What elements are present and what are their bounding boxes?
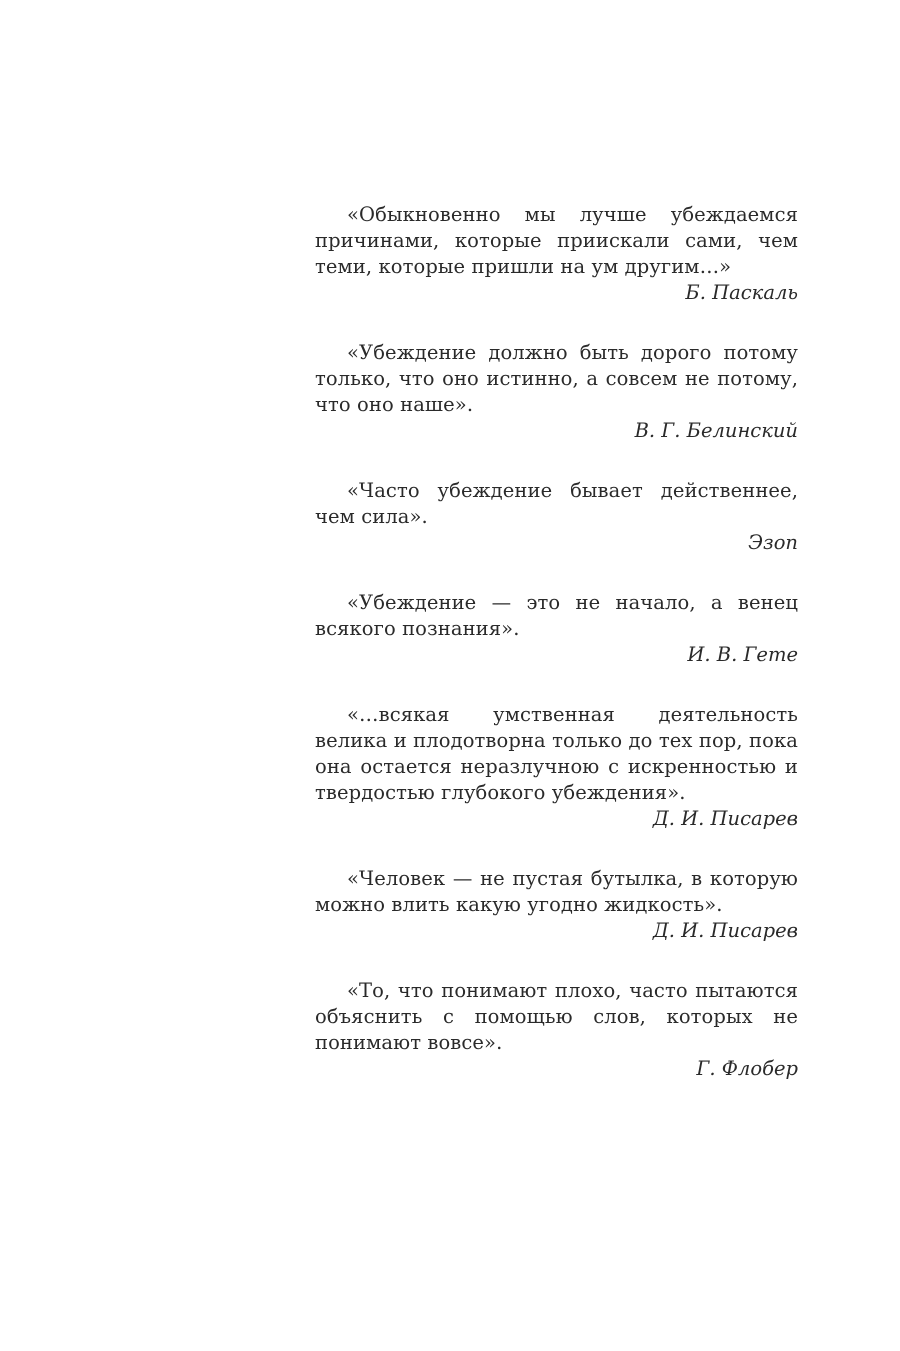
quote-text: «Часто убеждение бывает действеннее, чем сила». [315,479,798,528]
quote-block-pascal [315,202,798,306]
quote-author: И. В. Гете [687,643,798,666]
quote-text: «Убеждение должно быть дорого потому только, что оно истинно, а совсем не потому, что оно наше». [315,341,798,416]
quote-author: Г. Флобер [696,1057,798,1080]
quote-block-pisarev-1 [315,702,798,832]
quote-author: Б. Паскаль [685,281,798,304]
quote-text: «То, что понимают плохо, часто пытаются объяснить с помощью слов, которых не понимают вовсе». [315,979,798,1054]
quote-block-pisarev-2 [315,866,798,944]
quote-block-belinsky [315,340,798,444]
quote-author: Д. И. Писарев [652,919,798,942]
quote-block-goethe [315,590,798,668]
quote-block-aesop [315,478,798,556]
quote-author: Эзоп [748,531,798,554]
quote-block-flaubert [315,978,798,1082]
quote-author: Д. И. Писарев [652,807,798,830]
epigraph-column [315,202,798,1116]
quote-author: В. Г. Белинский [634,419,798,442]
quote-text: «…всякая умственная деятельность велика и плодотворна только до тех пор, пока она остается неразлучною с искренностью и твердостью глубокого убеждения». [315,703,798,804]
quote-text: «Обыкновенно мы лучше убеждаемся причинами, которые приискали сами, чем теми, которые пришли на ум другим…» [315,203,798,278]
quote-text: «Убеждение — это не начало, а венец всякого познания». [315,591,798,640]
quote-text: «Человек — не пустая бутылка, в которую можно влить какую угодно жидкость». [315,867,798,916]
